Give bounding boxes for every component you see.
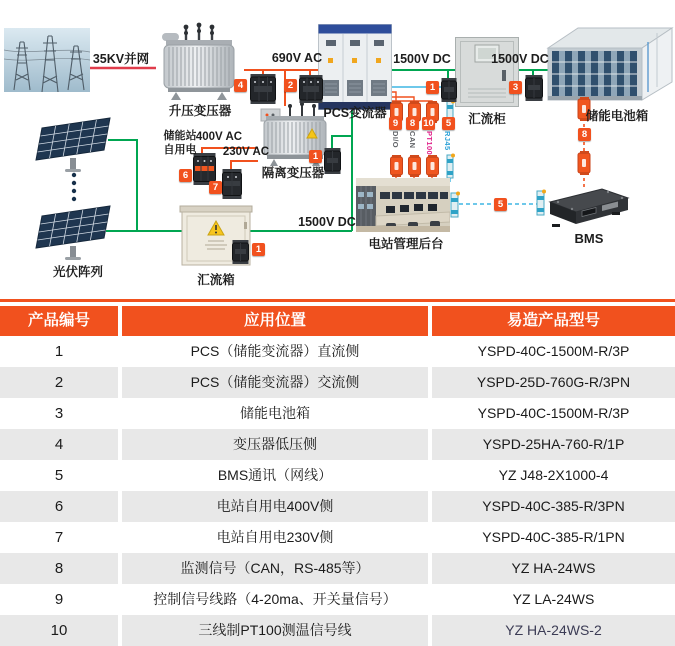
badge-monitor-signal: 8: [406, 117, 419, 130]
cell-product-no: 4: [0, 429, 118, 460]
cell-application: BMS通讯（网线）: [122, 460, 428, 491]
battery-container-photo: [544, 18, 674, 109]
label-690v-ac: 690V AC: [271, 51, 323, 65]
label-230v-ac: 230V AC: [222, 146, 270, 158]
label-1500v-dc-pv: 1500V DC: [298, 215, 356, 229]
table-header-row: [0, 306, 675, 336]
solar-panel-top-photo: [34, 116, 116, 177]
cell-model: YSPD-40C-385-R/1PN: [432, 522, 675, 553]
table-row: [0, 584, 675, 615]
cell-product-no: 10: [0, 615, 118, 646]
badge-ctrl-signal: 9: [389, 117, 402, 130]
breaker-transformer-lv: [250, 74, 276, 109]
table-row: [0, 522, 675, 553]
label-station-management: 电站管理后台: [368, 237, 444, 251]
cell-model: YSPD-40C-385-R/3PN: [432, 491, 675, 522]
cell-model: YZ HA-24WS: [432, 553, 675, 584]
badge-transformer-lv: 4: [234, 79, 247, 92]
table-row: [0, 367, 675, 398]
breaker-pcs-dc: [441, 78, 457, 107]
header-application: 应用位置: [122, 306, 428, 336]
cell-application: PCS（储能变流器）直流侧: [122, 336, 428, 367]
label-1500v-dc-battery: 1500V DC: [491, 52, 549, 66]
cell-application: PCS（储能变流器）交流侧: [122, 367, 428, 398]
badge-pcs-ac: 2: [284, 79, 297, 92]
cell-application: 电站自用电400V侧: [122, 491, 428, 522]
cell-product-no: 6: [0, 491, 118, 522]
table-row: [0, 460, 675, 491]
boost-transformer-photo: [154, 20, 244, 107]
cell-application: 控制信号线路（4-20ma、开关量信号）: [122, 584, 428, 615]
cell-application: 变压器低压侧: [122, 429, 428, 460]
pv-array-ellipsis-dots: [70, 172, 78, 207]
table-row: [0, 429, 675, 460]
spd-battery-bottom: [577, 151, 591, 180]
system-diagram: [0, 0, 675, 299]
cell-product-no: 1: [0, 336, 118, 367]
table-top-rule: [0, 299, 675, 302]
cell-model: YZ LA-24WS: [432, 584, 675, 615]
label-battery-container: 储能电池箱: [585, 109, 649, 123]
label-boost-transformer: 升压变压器: [168, 104, 232, 118]
badge-bms-comm: 5: [494, 198, 507, 211]
badge-pv-dc: 1: [252, 243, 265, 256]
cell-model: YZ J48-2X1000-4: [432, 460, 675, 491]
label-aux-station-line2: 自用电: [163, 144, 197, 156]
cell-model: YSPD-40C-1500M-R/3P: [432, 398, 675, 429]
cell-model: YSPD-25HA-760-R/1P: [432, 429, 675, 460]
label-400v-ac: 400V AC: [195, 131, 243, 143]
cell-application: 电站自用电230V侧: [122, 522, 428, 553]
signal-label-dio: DI/O: [391, 131, 400, 149]
cell-product-no: 9: [0, 584, 118, 615]
cell-model: YSPD-25D-760G-R/3PN: [432, 367, 675, 398]
product-table: [0, 299, 675, 646]
badge-pt100-signal: 10: [423, 118, 434, 129]
solar-panel-bottom-photo: [34, 204, 116, 265]
station-management-photo: [356, 178, 450, 237]
badge-battery: 3: [509, 81, 522, 94]
cell-product-no: 2: [0, 367, 118, 398]
breaker-pv-dc: [232, 240, 249, 269]
badge-pcs-dc: 1: [426, 81, 439, 94]
table-row: [0, 336, 675, 367]
label-pcs-converter: PCS变流器: [323, 106, 387, 120]
badge-iso-dc: 1: [309, 150, 322, 163]
badge-aux-400v: 6: [179, 169, 192, 182]
label-aux-station-line1: 储能站: [163, 130, 197, 142]
grid-tower-photo: [4, 28, 90, 97]
breaker-aux-230v: [222, 169, 242, 204]
combiner-cabinet-photo: [455, 37, 519, 112]
cell-model: YSPD-40C-1500M-R/3P: [432, 336, 675, 367]
network-spd-left: [448, 191, 461, 223]
label-pv-array: 光伏阵列: [52, 265, 103, 279]
label-35kv-grid: 35KV并网: [92, 52, 150, 66]
label-combiner-box: 汇流箱: [197, 273, 235, 287]
cell-product-no: 7: [0, 522, 118, 553]
label-isolation-transformer: 隔离变压器: [261, 166, 325, 180]
signal-label-pt100: PT100: [425, 131, 434, 156]
table-row: [0, 491, 675, 522]
cell-model: YZ HA-24WS-2: [432, 615, 675, 646]
cell-product-no: 3: [0, 398, 118, 429]
signal-label-rj45: RJ45: [443, 131, 452, 151]
table-row: [0, 398, 675, 429]
signal-label-can: CAN: [408, 131, 417, 149]
badge-bms-monitor: 8: [578, 128, 591, 141]
cell-application: 三线制PT100测温信号线: [122, 615, 428, 646]
header-model: 易造产品型号: [432, 306, 675, 336]
cell-product-no: 8: [0, 553, 118, 584]
table-row: [0, 615, 675, 646]
header-product-no: 产品编号: [0, 306, 118, 336]
bms-device-photo: [546, 184, 632, 235]
breaker-battery: [525, 75, 543, 106]
label-combiner-cabinet: 汇流柜: [468, 112, 506, 126]
label-bms: BMS: [574, 231, 604, 246]
cell-product-no: 5: [0, 460, 118, 491]
cell-application: 监测信号（CAN，RS-485等）: [122, 553, 428, 584]
badge-aux-230v: 7: [209, 181, 222, 194]
table-row: [0, 553, 675, 584]
label-1500v-dc-pcs: 1500V DC: [393, 52, 451, 66]
badge-rj45-signal: 5: [442, 117, 455, 130]
cell-application: 储能电池箱: [122, 398, 428, 429]
